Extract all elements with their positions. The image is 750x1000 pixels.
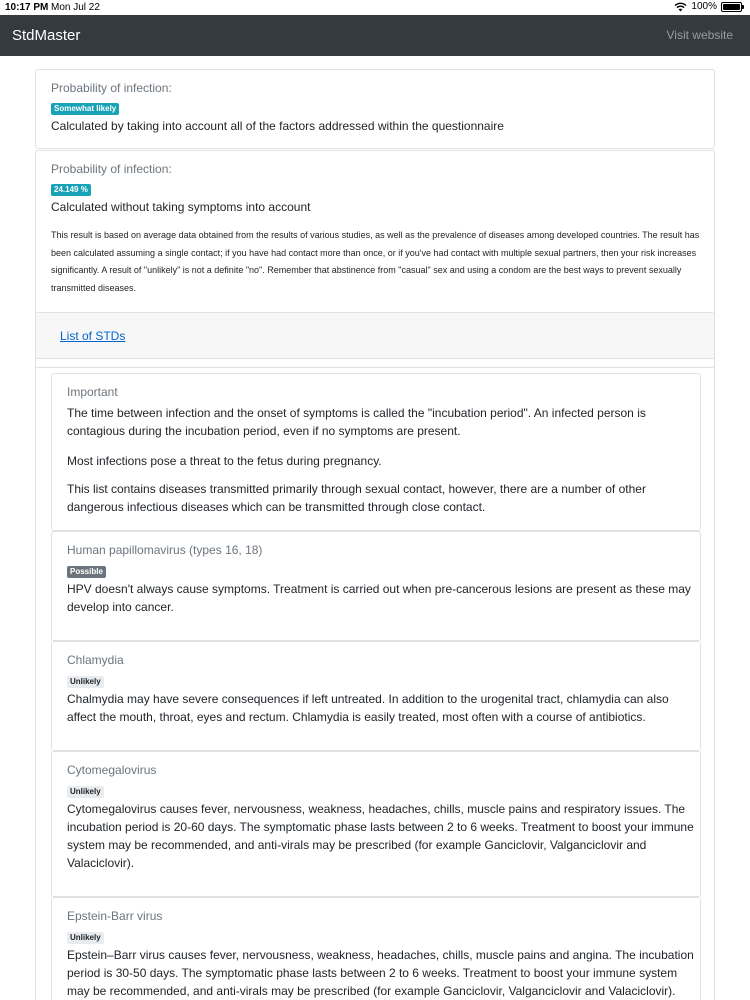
std-description: Epstein–Barr virus causes fever, nervousness, weakness, headaches, chills, muscle pains and angina. The incubation period is 30-50 days. The symptomatic phase lasts between 2 to 6 weeks. Treatment to boost your immune system may be recommended, and anti-virals may be prescribed (for example Ganciclovir, Valganciclovir and Valaciclovir). (67, 948, 694, 998)
std-list-header (36, 313, 714, 359)
probability-badge: Somewhat likely (51, 103, 119, 115)
status-time: 10:17 PM (5, 2, 49, 13)
result-description: Calculated without taking symptoms into account (51, 200, 311, 214)
std-list-panel (35, 312, 715, 1000)
std-item-epstein-barr[interactable] (51, 897, 701, 1000)
wifi-icon (674, 2, 687, 12)
page-content (0, 56, 750, 1000)
std-description: HPV doesn't always cause symptoms. Treatment is carried out when pre-cancerous lesions are present as these may develop into cancer. (67, 582, 691, 614)
std-description: Cytomegalovirus causes fever, nervousness, weakness, headaches, chills, muscle pains and respiratory issues. The incubation period is 20-60 days. The symptomatic phase lasts between 2 to 6 weeks. Treatment to boost your immune system may be recommended, and anti-virals may be prescribed (for example Ganciclovir, Valganciclovir and Valaciclovir). (67, 802, 694, 870)
std-likelihood-badge: Unlikely (67, 786, 104, 798)
brand-logo-text[interactable]: StdMaster (12, 27, 81, 44)
result-title: Probability of infection: (51, 162, 172, 176)
battery-icon (721, 2, 742, 12)
important-paragraph: This list contains diseases transmitted primarily through sexual contact, however, there are a number of other dangerous infectious diseases which can be transmitted through close contact. (67, 482, 646, 514)
std-likelihood-badge: Possible (67, 566, 106, 578)
important-paragraph: The time between infection and the onset of symptoms is called the "incubation period". An infected person is contagious during the incubation period, even if no symptoms are present. (67, 406, 646, 438)
list-of-stds-link[interactable]: List of STDs (60, 329, 126, 343)
important-paragraph: Most infections pose a threat to the fetus during pregnancy. (67, 454, 382, 468)
std-item-cytomegalovirus[interactable] (51, 751, 701, 897)
std-likelihood-badge: Unlikely (67, 676, 104, 688)
std-name: Epstein-Barr virus (67, 909, 163, 923)
std-name: Cytomegalovirus (67, 763, 157, 777)
std-name: Human papillomavirus (types 16, 18) (67, 543, 263, 557)
status-right (674, 1, 742, 12)
std-name: Chlamydia (67, 653, 124, 667)
status-bar (0, 0, 750, 15)
std-item-hpv[interactable] (51, 531, 701, 641)
battery-percent: 100% (691, 1, 717, 12)
std-description: Chalmydia may have severe consequences if left untreated. In addition to the urogenital tract, chlamydia can also affect the mouth, throat, eyes and rectum. Chlamydia is easily treated, most often with a course of antibiotics. (67, 692, 669, 724)
result-disclaimer: This result is based on average data obtained from the results of various studies, as well as the prevalence of diseases among developed countries. The result has been calculated assuming a single contact; if you have had contact more than once, or if you've had contact with multiple sexual partners, then your risk increases significantly. A result of "unlikely" is not a definite "no". Remember that abstinence from "casual" sex and using a condom are the best ways to prevent sexually transmitted diseases. (51, 230, 700, 293)
std-item-chlamydia[interactable] (51, 641, 701, 751)
important-title: Important (67, 385, 118, 399)
navbar (0, 15, 750, 56)
important-card (51, 373, 701, 531)
result-description: Calculated by taking into account all of the factors addressed within the questionnaire (51, 119, 504, 133)
visit-website-link[interactable]: Visit website (666, 28, 733, 42)
result-title: Probability of infection: (51, 81, 172, 95)
status-date: Mon Jul 22 (51, 2, 100, 13)
std-likelihood-badge: Unlikely (67, 932, 104, 944)
probability-badge: 24.149 % (51, 184, 91, 196)
result-card (35, 69, 715, 149)
